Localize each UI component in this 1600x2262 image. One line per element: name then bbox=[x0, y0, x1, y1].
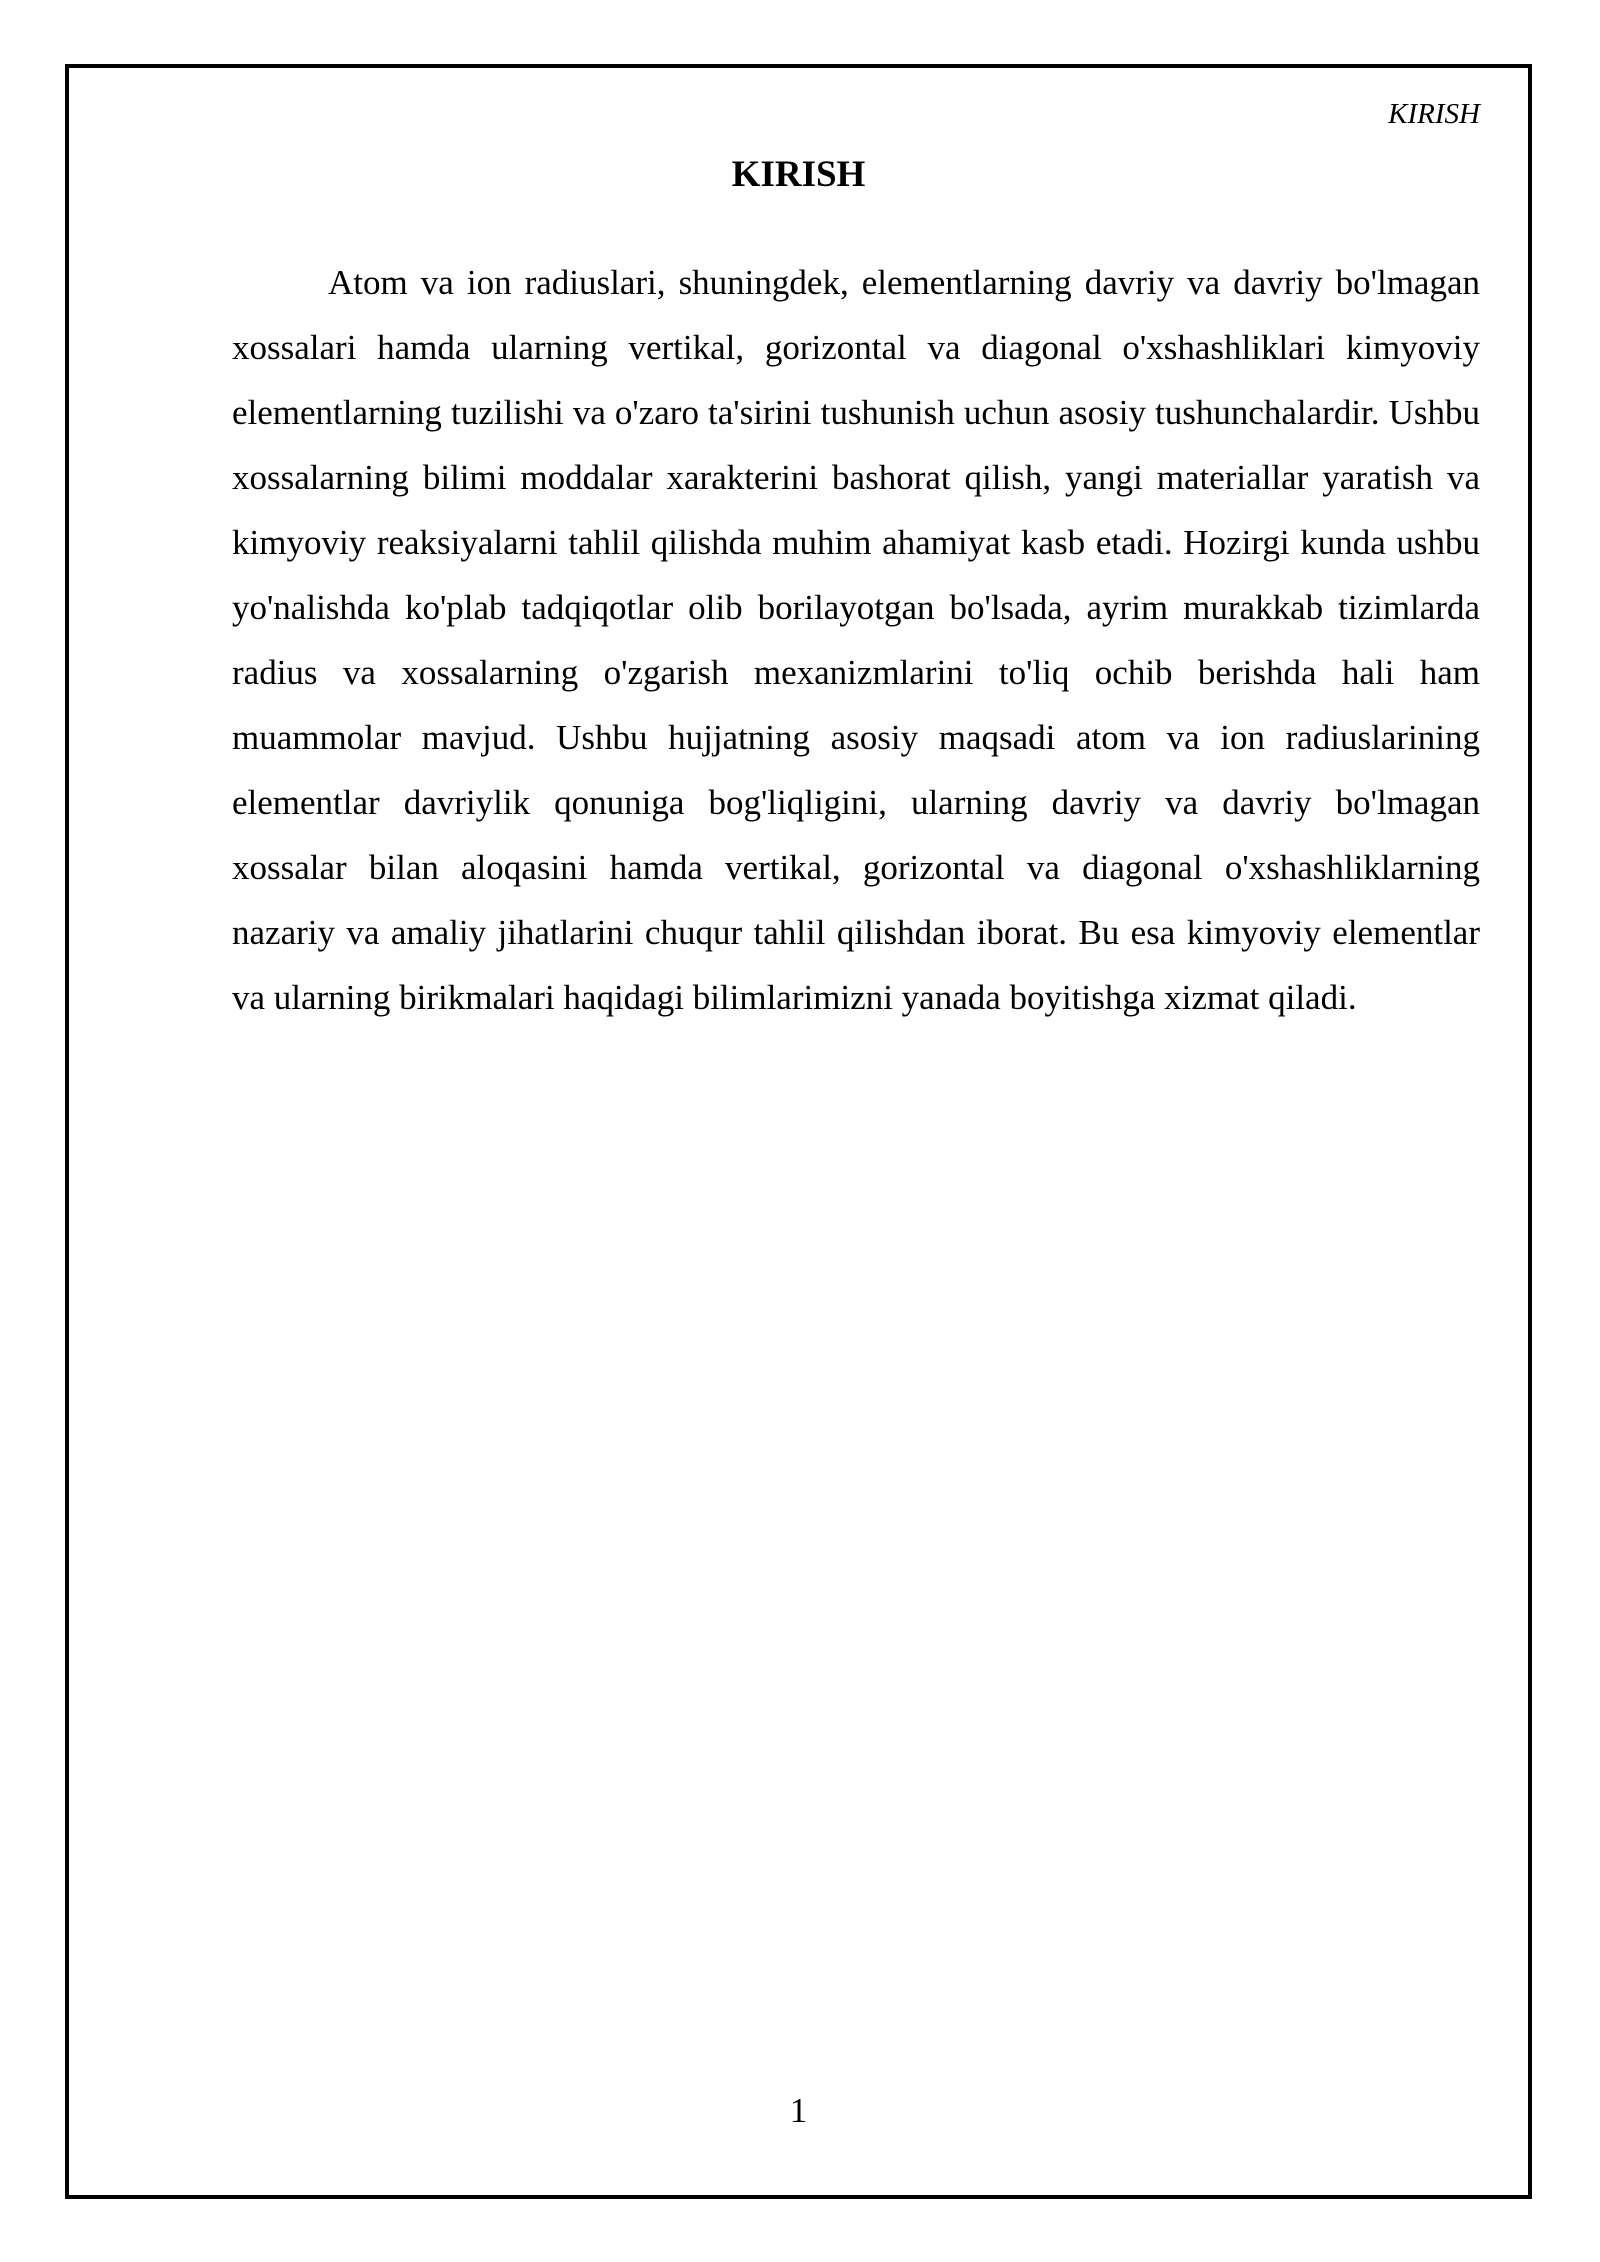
body-paragraph: Atom va ion radiuslari, shuningdek, elementlarning davriy va davriy bo'lmagan xossalari hamda ularning vertikal, gorizontal va diagonal o'xshashliklari kimyoviy elementlarning tuzilishi va o'zaro ta'sirini tushunish uchun asosiy tushunchalardir. Ushbu xossalarning bilimi moddalar xarakterini bashorat qilish, yangi materiallar yaratish va kimyoviy reaksiyalarni tahlil qilishda muhim ahamiyat kasb etadi. Hozirgi kunda ushbu yo'nalishda ko'plab tadqiqotlar olib borilayotgan bo'lsada, ayrim murakkab tizimlarda radius va xossalarning o'zgarish mexanizmlarini to'liq ochib berishda hali ham muammolar mavjud. Ushbu hujjatning asosiy maqsadi atom va ion radiuslarining elementlar davriylik qonuniga bog'liqligini, ularning davriy va davriy bo'lmagan xossalar bilan aloqasini hamda vertikal, gorizontal va diagonal o'xshashliklarning nazariy va amaliy jihatlarini chuqur tahlil qilishdan iborat. Bu esa kimyoviy elementlar va ularning birikmalari haqidagi bilimlarimizni yanada boyitishga xizmat qiladi. bbox=[232, 263, 1480, 1017]
running-header: KIRISH bbox=[1388, 98, 1480, 130]
page-title: KIRISH bbox=[731, 154, 866, 195]
page-border bbox=[65, 64, 1532, 2199]
page-number: 1 bbox=[789, 2091, 808, 2130]
